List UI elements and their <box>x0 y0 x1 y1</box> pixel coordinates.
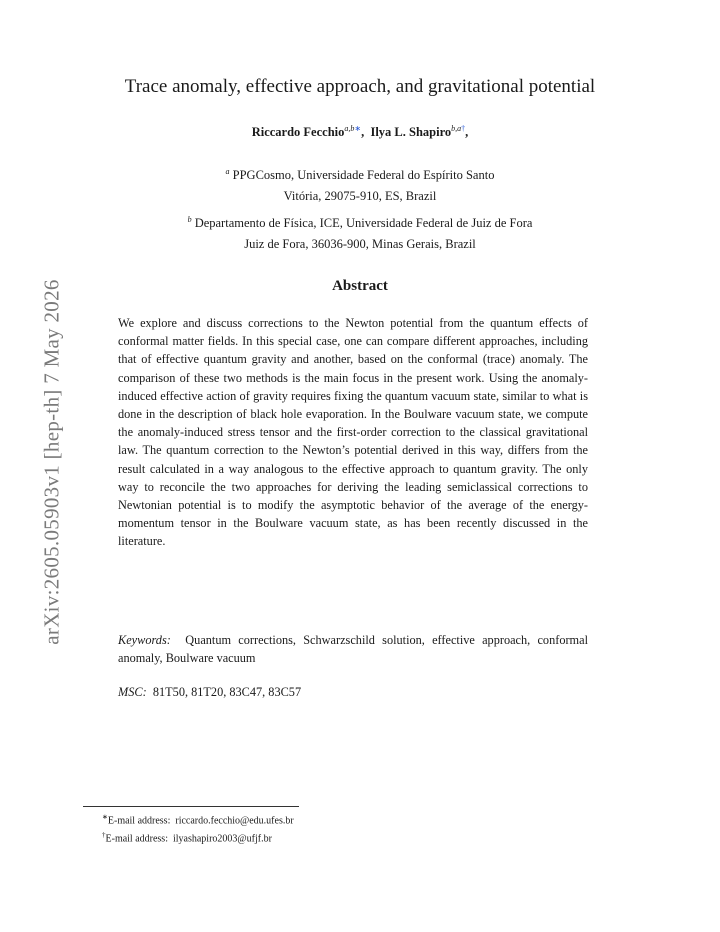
footnote-divider <box>83 806 299 807</box>
affiliation-label: b <box>187 215 192 224</box>
footnotes <box>102 810 294 847</box>
email-link[interactable]: ilyashapiro2003@ufjf.br <box>172 833 272 845</box>
email-link[interactable]: riccardo.fecchio@edu.ufes.br <box>175 815 294 827</box>
affiliation-b <box>0 209 720 255</box>
affiliation-line: Juiz de Fora, 36036-900, Minas Gerais, Brazil <box>244 237 476 252</box>
author-name: Ilya L. Shapiro <box>370 125 452 140</box>
affiliation-a <box>0 161 720 207</box>
paper-title: Trace anomaly, effective approach, and gravitational potential <box>124 76 596 97</box>
author-list: Riccardo Fecchio$^{a,b∗}$, Ilya L. Shapiro$^{b,a\dagger}$, <box>251 124 469 140</box>
arxiv-identifier-stamp: arXiv:2605.05903v1 [hep-th] 7 May 2026 <box>39 279 64 645</box>
footnote-link[interactable]: † <box>461 124 466 133</box>
affiliation-label: a <box>225 167 230 176</box>
affiliation-line: Vitória, 29075-910, ES, Brazil <box>283 189 437 204</box>
keywords <box>118 631 588 667</box>
msc-codes <box>118 683 588 701</box>
abstract-text: We explore and discuss corrections to the Newton potential from the quantum effects of conformal matter fields. In this special case, one can compare different approaches, including that of effective quantum gravity and another, based on the conformal (trace) anomaly. The comparison of these two methods is the main focus in the present work. Using the anomaly-induced effective action of gravity requires fixing the quantum vacuum state, similar to what is done in the description of black hole evaporation. In the Boulware vacuum state, we compute the anomaly-induced stress tensor and the first-order correction to the classical gravitational law. The quantum correction to the Newton’s potential derived in this way, differs from the result calculated in a way analogous to the effective approach to quantum gravity. The only way to reconcile the two approaches for deriving the leading semiclassical corrections to Newtonian potential is to modify the asymptotic behavior of the average of the energy-momentum tensor in the Boulware vacuum state, as has been recently discussed in the literature. <box>118 316 588 549</box>
msc-label: MSC: <box>118 685 147 699</box>
abstract-heading: Abstract <box>332 278 388 294</box>
author-affiliation-mark: a,b∗ <box>344 124 362 133</box>
affiliation-line: PPGCosmo, Universidade Federal do Espírito Santo <box>232 168 495 183</box>
footnote: †E-mail address: ilyashapiro2003@ufjf.br <box>102 831 272 845</box>
affiliation-line: Departamento de Física, ICE, Universidade Federal de Juiz de Fora <box>194 216 533 231</box>
footnote: ∗E-mail address: riccardo.fecchio@edu.ufes.br <box>102 813 294 827</box>
author-name: Riccardo Fecchio <box>251 125 345 140</box>
footnote-link[interactable]: ∗ <box>354 124 362 133</box>
author-affiliation-mark: b,a† <box>451 124 466 133</box>
msc-value: 81T50, 81T20, 83C47, 83C57 <box>152 685 302 699</box>
keywords-label: Keywords: <box>118 633 171 647</box>
keywords-value: Quantum corrections, Schwarzschild solution, effective approach, conformal anomaly, Boulware vacuum <box>118 633 588 666</box>
